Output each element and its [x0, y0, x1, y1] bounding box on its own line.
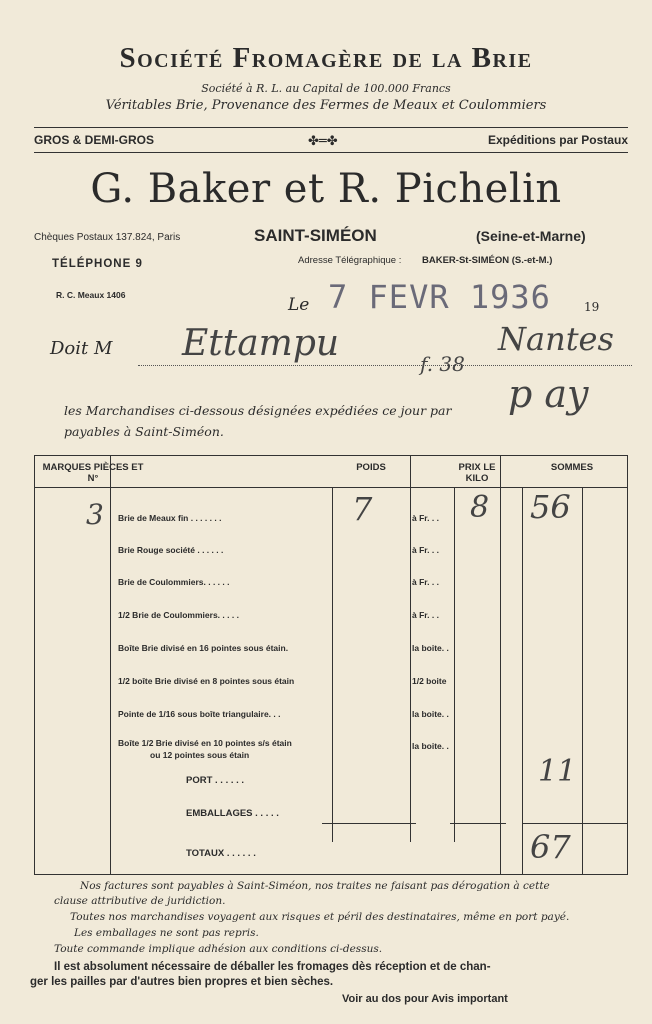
row-item: Boîte 1/2 Brie divisé en 10 pointes s/s étain [118, 738, 292, 748]
col-divider [110, 455, 111, 875]
footer-warning-2: ger les pailles par d'autres bien propres et bien sèches. [30, 976, 334, 988]
row-item: Pointe de 1/16 sous boîte triangulaire. . . [118, 709, 281, 719]
row-item: Boîte Brie divisé en 16 pointes sous étain. [118, 643, 289, 653]
weight-total-rule [322, 823, 416, 824]
total-value: 67 [530, 828, 571, 866]
row-item: Brie de Meaux fin . . . . . . . [118, 513, 222, 523]
doit-label: Doit M [50, 338, 113, 359]
place-handwritten: Nantes [498, 320, 614, 358]
service-right: Expéditions par Postaux [487, 133, 628, 147]
ornament-icon: ✤═✤ [308, 134, 338, 149]
row-unit: 1/2 boite [412, 676, 447, 686]
row-unit: la boite. . [412, 643, 449, 653]
row-marks: 3 [86, 498, 104, 531]
shipment-line-2: payables à Saint-Siméon. [64, 424, 224, 439]
row-item: Brie Rouge société . . . . . . [118, 545, 224, 555]
telegraph-label: Adresse Télégraphique : [298, 255, 402, 266]
col-divider [332, 487, 333, 842]
row-price: 8 [470, 490, 490, 525]
packing-label: EMBALLAGES . . . . . [186, 808, 279, 819]
header-sums: SOMMES [550, 462, 594, 473]
sum-total-rule [522, 823, 628, 824]
year-prefix: 19 [584, 300, 600, 314]
totals-label: TOTAUX . . . . . . [186, 848, 256, 859]
capital-line: Société à R. L. au Capital de 100.000 Francs [201, 82, 451, 95]
col-divider [410, 455, 411, 842]
row-item: 1/2 boîte Brie divisé en 8 pointes sous étain [118, 676, 295, 686]
footer-note-3: Les emballages ne sont pas repris. [74, 927, 259, 939]
footer-note-2: Toutes nos marchandises voyagent aux risques et péril des destinataires, même en port payé. [70, 911, 570, 923]
port-label: PORT . . . . . . [186, 775, 245, 786]
row-unit: à Fr. . . [412, 513, 439, 523]
tagline: Véritables Brie, Provenance des Fermes de Meaux et Coulommiers [105, 98, 547, 113]
port-value: 11 [538, 754, 577, 789]
footer-note-4: Toute commande implique adhésion aux conditions ci-dessus. [54, 943, 383, 955]
row-sum: 56 [530, 488, 571, 526]
firm-name: G. Baker et R. Pichelin [90, 166, 562, 212]
date-stamp: 7 FEVR 1936 [328, 278, 551, 316]
col-divider [582, 487, 583, 875]
company-title: Société Fromagère de la Brie [119, 42, 533, 74]
ref-handwritten: f. 38 [420, 352, 465, 376]
telegraph-value: BAKER-St-SIMÉON (S.-et-M.) [422, 255, 553, 266]
service-left: GROS & DEMI-GROS [34, 133, 155, 147]
row-unit: à Fr. . . [412, 577, 439, 587]
row-unit: à Fr. . . [412, 545, 439, 555]
town: SAINT-SIMÉON [254, 226, 377, 245]
col-divider [522, 487, 523, 875]
divider-top [34, 127, 628, 128]
row-item: Brie de Coulommiers. . . . . . [118, 577, 230, 587]
footer-note-1b: clause attributive de juridiction. [54, 895, 226, 907]
row-item: 1/2 Brie de Coulommiers. . . . . [118, 610, 239, 620]
region: (Seine-et-Marne) [476, 228, 586, 244]
row-unit: la boite. . [412, 709, 449, 719]
telephone: TÉLÉPHONE 9 [52, 258, 143, 270]
row-item-continued: ou 12 pointes sous étain [150, 750, 250, 760]
header-marks: MARQUES PIÈCES ET N° [42, 462, 144, 484]
customer-handwritten: Ettampu [182, 323, 340, 364]
row-unit: la boite. . [412, 741, 449, 751]
footer-note-1: Nos factures sont payables à Saint-Siméon, nos traites ne faisant pas dérogation à cette [80, 880, 550, 892]
le-label: Le [288, 295, 310, 315]
cheques: Chèques Postaux 137.824, Paris [34, 232, 181, 243]
see-back-note: Voir au dos pour Avis important [342, 993, 508, 1005]
header-weight: POIDS [356, 462, 386, 473]
row-unit: à Fr. . . [412, 610, 439, 620]
footer-warning-1: Il est absolument nécessaire de déballer les fromages dès réception et de chan- [54, 961, 491, 973]
col-divider [454, 487, 455, 842]
rc: R. C. Meaux 1406 [56, 290, 126, 300]
price-total-rule [450, 823, 506, 824]
addressee-line [138, 365, 632, 366]
paid-handwritten: p ay [508, 372, 589, 416]
row-weight: 7 [352, 490, 373, 528]
col-divider [500, 455, 501, 875]
header-price: PRIX LE KILO [458, 462, 496, 484]
shipment-line-1: les Marchandises ci-dessous désignées expédiées ce jour par [64, 403, 452, 418]
divider-mid [34, 152, 628, 153]
